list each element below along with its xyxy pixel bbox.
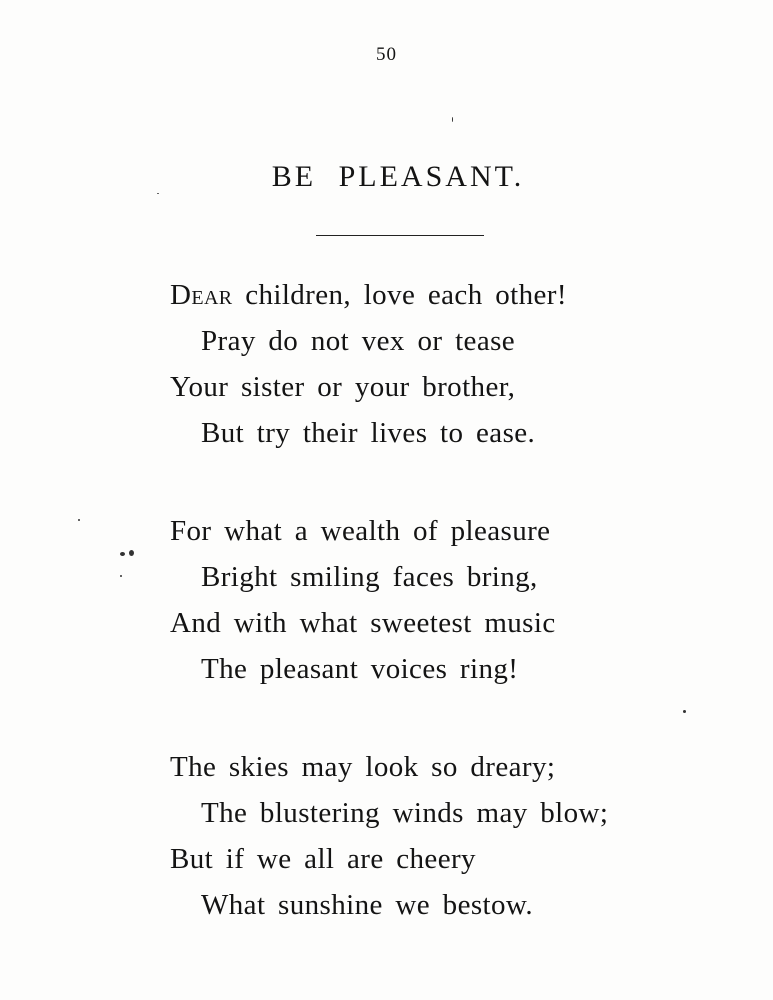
title-rule [316,235,484,236]
poem-line: Your sister or your brother, [170,371,516,403]
scan-speck [157,193,159,194]
poem-title: BE PLEASANT. [271,160,525,193]
poem-line: The blustering winds may blow; [201,797,609,829]
page-number: 50 [376,44,397,65]
poem-line: The pleasant voices ring! [201,653,519,685]
scan-speck [452,117,453,122]
line-text: children, love each other! [232,279,567,311]
poem-line: But try their lives to ease. [201,417,536,449]
poem-line: The skies may look so dreary; [170,751,556,783]
scan-speck [78,519,80,521]
stanza-1 [0,272,773,456]
poem-line: What sunshine we bestow. [201,889,533,921]
stanza-3 [0,744,773,928]
poem-line: But if we all are cheery [170,843,476,875]
scan-speck [120,575,122,577]
poem-line: For what a wealth of pleasure [170,515,551,547]
stanza-2 [0,508,773,692]
scan-speck [683,710,686,713]
poem-line [0,272,773,318]
poem-line: And with what sweetest music [170,607,556,639]
poem-line: Bright smiling faces bring, [201,561,538,593]
scan-speck [120,552,125,556]
drop-word: Dear [170,279,233,311]
scan-speck [129,550,134,556]
poem-line: Pray do not vex or tease [201,325,516,357]
poem-body [0,272,773,980]
